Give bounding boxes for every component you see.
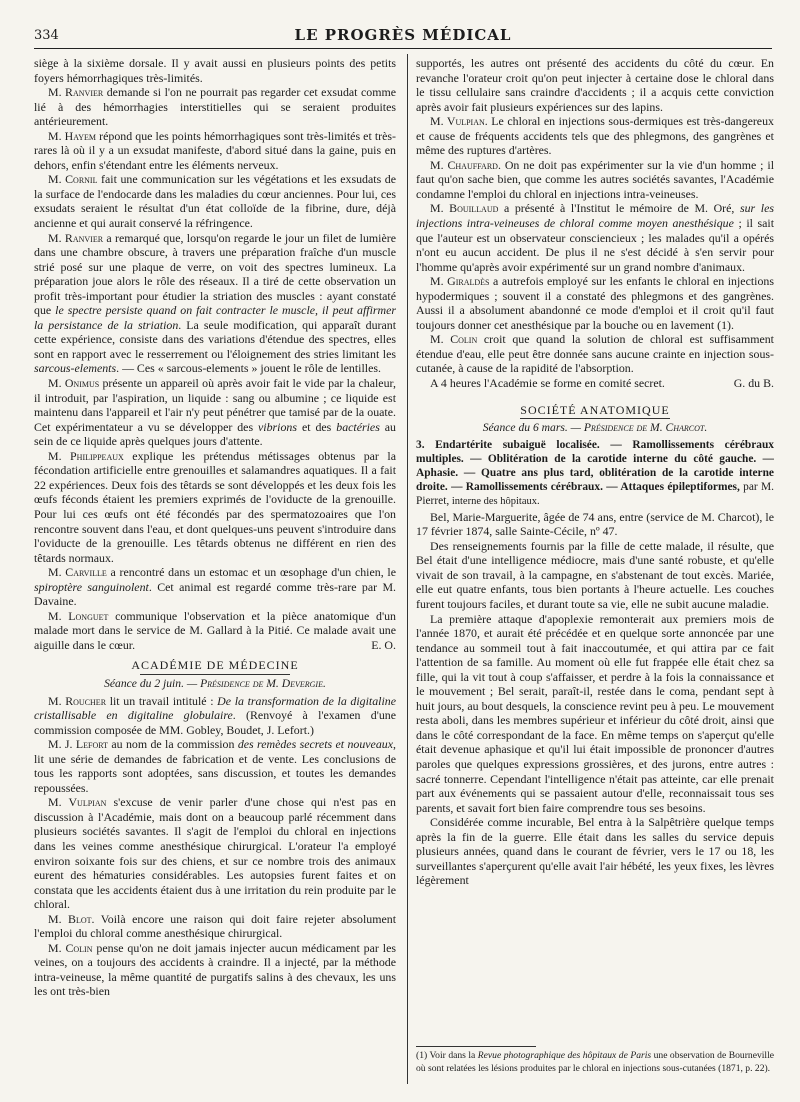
paragraph-intro: siège à la sixième dorsale. Il y avait aussi en plusieurs points des petits foyers hémorrhagiques très-limités.: [34, 56, 396, 85]
speaker-name: M. Colin: [430, 332, 478, 347]
paragraph-text: . — Ces « sarcous-elements » jouent le rôle de lentilles.: [116, 361, 381, 376]
seance-date: Séance du 2 juin: [104, 676, 182, 690]
paragraph-text: , lit une série de demandes de fabrication et de vente. Les conclusions de tous les rapports sont adoptées, sans discussion, et toutes les demandes repoussées.: [34, 737, 396, 795]
header-rule: [34, 48, 772, 49]
paragraph-philippeaux: [34, 449, 396, 565]
case-heading: [416, 438, 774, 510]
paragraph-bel: Bel, Marie-Marguerite, âgée de 74 ans, entre (service de M. Charcot), le 17 février 1874, salle Sainte-Cécile, nº 47.: [416, 509, 774, 539]
footnote-text: une observation de Bourneville où sont relatées les lésions produites par le chloral en injections sous-cutanées (1871, p. 22).: [416, 1050, 775, 1074]
signature: E. O.: [371, 637, 396, 652]
paragraph-roucher: [34, 694, 396, 738]
page-header: [34, 26, 772, 48]
paragraph-text: . Le chloral en injections sous-dermiques est très-dangereux et cause de fréquents accidents tels que des phlegmons, des gangrènes et même des ruptures d'artères.: [416, 114, 774, 158]
paragraph-bouillaud: [416, 201, 774, 274]
footnote: [416, 1050, 774, 1075]
italic-term: bactéries: [336, 419, 380, 434]
paragraph-ranvier-2: [34, 231, 396, 376]
left-column: [34, 56, 396, 1090]
italic-term: spiroptère sanguinolent: [34, 579, 149, 594]
speaker-name: M. Philippeaux: [48, 448, 124, 463]
paragraph-text: croit que quand la solution de chloral est suffisamment étendue d'eau, elle peut être donnée sans aucune crainte en injection sous-cutanée, à cause de la rapidité de l'absorption.: [416, 332, 774, 376]
page-number: 334: [34, 28, 59, 43]
presidence: . — Présidence de M. Charcot.: [564, 421, 708, 435]
speaker-name: M. Vulpian: [48, 795, 107, 810]
paragraph-text: a présenté à l'Institut le mémoire de M. Oré,: [498, 201, 740, 216]
paragraph-text: et des: [297, 419, 337, 434]
paragraph-text: . Cet animal est regardé comme très-rare par M. Davaine.: [34, 579, 396, 609]
section-title-societe: SOCIÉTÉ ANATOMIQUE: [520, 402, 670, 417]
paragraph-hayem: [34, 129, 396, 173]
paragraph-renseignements: Des renseignements fournis par la fille de cette malade, il résulte, que Bel était d'une intelligence médiocre, mais d'une santé robuste, et qu'elle vivait de son travail, à la campagne, en s'abstenant de tout excès. Mariée, elle eut quatre enfants, tous bien portants à l'heure actuelle. Les couches furent toujours faciles, et durant toute sa vie, elle ne subit aucune maladie.: [416, 538, 774, 611]
paragraph-text: présente un appareil où après avoir fait le vide par la chaleur, il introduit, par l'aspiration, un liquide : sang ou albumine ; ce liquide est maintenu dans l'appareil et l'air n'y peut pénétrer que tamisé par de la ouate. Cet expérimentateur a vu se développer des: [34, 376, 396, 434]
right-column: [416, 56, 774, 1090]
paragraph-text: répond que les points hémorrhagiques sont très-limités et très-rares là où il y a un exsudat manifeste, d'abord situé dans la gaine, puis en dehors, enfin s'étendant entre les éléments nerveux.: [34, 128, 396, 172]
journal-title: LE PROGRÈS MÉDICAL: [294, 26, 512, 44]
speaker-name: M. Cornil: [48, 172, 98, 187]
speaker-name: M. Roucher: [48, 693, 107, 708]
paragraph-vulpian-2: [416, 114, 774, 158]
speaker-name: M. Chauffard: [430, 157, 498, 172]
paragraph-colin-2: [416, 332, 774, 376]
italic-title: sur les injections intra-veineuses de chloral comme moyen anesthésique: [416, 201, 774, 231]
speaker-name: M. J. Lefort: [48, 737, 108, 752]
paragraph-text: au nom de la commission: [108, 737, 238, 752]
seance-line: [416, 421, 774, 436]
paragraph-text: demande si l'on ne pourrait pas regarder cet exsudat comme lié à des hémorrhagies interstitielles qui se seraient produites antérieurement.: [34, 85, 396, 129]
footnote-rule: [416, 1046, 536, 1047]
speaker-name: M. Longuet: [48, 608, 109, 623]
paragraph-text: . (Renvoyé à l'examen d'une commission composée de MM. Gobley, Boudet, J. Lefort.): [34, 708, 396, 737]
paragraph-vulpian-1: [34, 795, 396, 911]
section-rule: [140, 674, 290, 675]
paragraph-blot: [34, 912, 396, 941]
paragraph-text: explique les prétendus métissages obtenus par la fécondation artificielle entre grenouilles et salamandres aquatiques. Il a fait 22 expériences. Deux fois des têtards se sont développés et les deux fois les œufs féconds étaient les premiers exprimés de l'oviducte de la grenouille. Pour lui ces œufs ont été fécondés par des spermatozoaires que l'on rencontre souvent dans l'eau, et dont quelques-uns peuvent s'introduire dans l'oviducte de la grenouille. Les têtards obtenus ne différent en rien des têtards normaux.: [34, 448, 396, 565]
signature: G. du B.: [733, 376, 774, 391]
speaker-name: M. Giraldès: [430, 274, 490, 289]
speaker-name: M. Ranvier: [48, 230, 104, 245]
footnote-journal: Revue photographique des hôpitaux de Paris: [477, 1050, 652, 1061]
paragraph-lefort: [34, 737, 396, 795]
speaker-name: M. Carville: [48, 565, 107, 580]
paragraph-text: lit un travail intitulé :: [106, 693, 218, 708]
paragraph-text: A 4 heures l'Académie se forme en comité secret.: [430, 376, 665, 391]
paragraph-chauffard: [416, 158, 774, 202]
speaker-name: M. Onimus: [48, 376, 100, 391]
paragraph-text: . On ne doit pas expérimenter sur la vie d'un homme ; il faut qu'on sache bien, que comme les autres sociétés savantes, l'Académie condamne l'emploi du chloral en injections intra-veineuses.: [416, 157, 774, 201]
paragraph-text: a remarqué que, lorsqu'on regarde le jour un filet de lumière dans une chambre obscure, à travers une préparation fraîche d'un muscle strié posé sur une plaque de verre, on voit des spectres lumineux. La préparation joue alors le rôle des réseaux. Il a tiré de cette observation un profit très-important pour étudier la striation des muscles : ayant constaté que: [34, 230, 396, 318]
paragraph-giraldes: [416, 274, 774, 332]
seance-line: [34, 677, 396, 692]
speaker-name: M. Blot: [48, 911, 92, 926]
footnote-text: (1) Voir dans la: [416, 1050, 478, 1061]
paragraph-carville: [34, 565, 396, 609]
paragraph-colin-1: [34, 941, 396, 999]
paragraph-longuet: [34, 609, 396, 653]
speaker-name: M. Hayem: [48, 128, 97, 143]
paragraph-text: au sein de ce liquide après quelques jours d'attente.: [34, 419, 396, 449]
seance-date: Séance du 6 mars: [482, 421, 565, 435]
paragraph-text: . La seule modification, qui apparaît durant cette expérience, consiste dans des variations d'étendue des spectres, elles sont en rapport avec le resserrement ou l'éloignement des stries limitant les: [34, 317, 396, 361]
case-author-role: interne des hôpitaux.: [449, 496, 540, 508]
presidence: . — Présidence de M. Devergie.: [181, 676, 326, 690]
paragraph-text: ; il sait que l'auteur est un observateur consciencieux ; les malades qu'il a opérés n'ont eu aucun accident. De plus il ne s'est décidé à s'en servir pour l'homme qu'après avoir expérimenté sur un grand nombre d'animaux.: [416, 216, 774, 274]
paragraph-onimus: [34, 376, 396, 449]
paragraph-closing: [416, 376, 774, 391]
italic-phrase: le spectre persiste quand on fait contracter le muscle, il peut affirmer la persistance de la striation: [34, 303, 396, 332]
case-title: 3. Endartérite subaiguë localisée. — Ramollissements cérébraux multiples. — Oblitération de la carotide interne du côté gauche. — Aphasie. — Quatre ans plus tard, oblitération de la carotide interne droite. — Ramollissements cérébraux. — Attaques épileptiformes,: [416, 438, 774, 494]
speaker-name: M. Vulpian: [430, 114, 485, 129]
paragraph-text: s'excuse de venir parler d'une chose qui n'est pas en discussion à l'Académie, mais dont on a beaucoup parlé récemment dans plusieurs sociétés savantes. Il s'agit de l'emploi du chloral en injections dans les veines comme anesthésique chirurgical. L'orateur l'a employé environ soixante fois sur des chiens, et sur ce nombre trois des animaux eurent des hématuries considérables. Les autopsies furent faites et on constata que les accidents étaient dus à une irritation du rein produite par le chloral.: [34, 795, 396, 912]
paragraph-text: pense qu'on ne doit jamais injecter aucun médicament par les veines, on a toujours des accidents à craindre. Il a injecté, par la méthode intra-veineuse, la même quantité de purgatifs salins à des chevaux, les uns les ont très-bien: [34, 940, 396, 999]
case-author: par M. Pierret,: [416, 481, 774, 508]
paragraph-incurable: Considérée comme incurable, Bel entra à la Salpêtrière quelque temps après la fin de la guerre. Elle était dans les salles du service depuis plusieurs années, quand dans le courant de février, vers le 17 ou 18, les surveillantes s'aperçurent qu'elle avait l'air hébété, les yeux fixes, les lèvres légèrement: [416, 815, 774, 888]
paragraph-text: communique l'observation et la pièce anatomique d'un malade mort dans le service de M. Gallard à la Pitié. Ce malade avait une aiguille dans le cœur.: [34, 608, 396, 652]
paragraph-text: a rencontré dans un estomac et un œsophage d'un chien, le: [106, 565, 396, 580]
italic-term: sarcous-elements: [34, 361, 117, 376]
paragraph-text: fait une communication sur les végétations et les exsudats de la surface de l'endocarde dans les maladies du cœur anciennes. Pour lui, ces exsudats seraient le résultat d'un état colloïde de la fibrine, dure, déjà ancienne et qui aurait conservé la réfringence.: [34, 172, 396, 231]
speaker-name: M. Ranvier: [48, 85, 104, 100]
paragraph-cornil: [34, 172, 396, 230]
column-divider: [407, 54, 408, 1084]
section-rule: [520, 418, 670, 419]
italic-title: De la transformation de la digitaline cristallisable en digitaline globulaire: [34, 693, 396, 723]
paragraph-attaque: La première attaque d'apoplexie remonterait aux premiers mois de l'année 1870, et aurait été précédée et en quelque sorte annoncée par une tendance au sommeil tout à fait inaccoutumée, et qui attira par ce fait l'attention de sa famille. Au moment où elle fut frappée elle était chez sa fille, qui la vit tout à coup s'affaisser, et perdre à la fois la connaissance et le mouvement ; Bel serait, paraît-il, restée dans le coma, pendant sept à huit jours, au bout desquels, la conscience revint peu à peu. Le mouvement resta aboli, dans les membres supérieur et inférieur du côté droit, ainsi que dans le côté correspondant de la face. En même temps on s'aperçut qu'elle était devenue aphasique et qu'il lui était impossible de prononcer d'autres paroles que quelques expressions grossières, et des jurons, entre autres : sacré tonnerre. Cependant l'intelligence n'était pas atteinte, car elle prenait part aux événements qui se passaient autour d'elle, reconnaissait tous ses parents, et savait fort bien faire comprendre tous ses besoins.: [416, 611, 774, 815]
paragraph-ranvier-1: [34, 85, 396, 129]
italic-term: vibrions: [258, 419, 298, 434]
paragraph-continuation: supportés, les autres ont présenté des accidents du côté du cœur. En revanche l'orateur croit qu'on peut injecter à certaine dose le chloral dans le tissu cellulaire sans craindre d'accidents ; il a acquis cette conviction après avoir fait plusieurs expériences sur des lapins.: [416, 56, 774, 114]
paragraph-text: . Voilà encore une raison qui doit faire rejeter absolument l'emploi du chloral comme anesthésique chirurgical.: [34, 911, 396, 941]
section-title-academie: ACADÉMIE DE MÉDECINE: [131, 658, 299, 673]
speaker-name: M. Bouillaud: [430, 201, 499, 216]
paragraph-text: a autrefois employé sur les enfants le chloral en injections hypodermiques ; souvent il a constaté des phlegmons et des gangrènes. Aussi il a absolument abandonné ce mode d'emploi et il croit qu'il faut toujours donner cet anesthésique par la bouche ou en lavement (1).: [416, 274, 774, 332]
speaker-name: M. Colin: [48, 940, 93, 955]
italic-phrase: des remèdes secrets et nouveaux: [237, 737, 394, 752]
